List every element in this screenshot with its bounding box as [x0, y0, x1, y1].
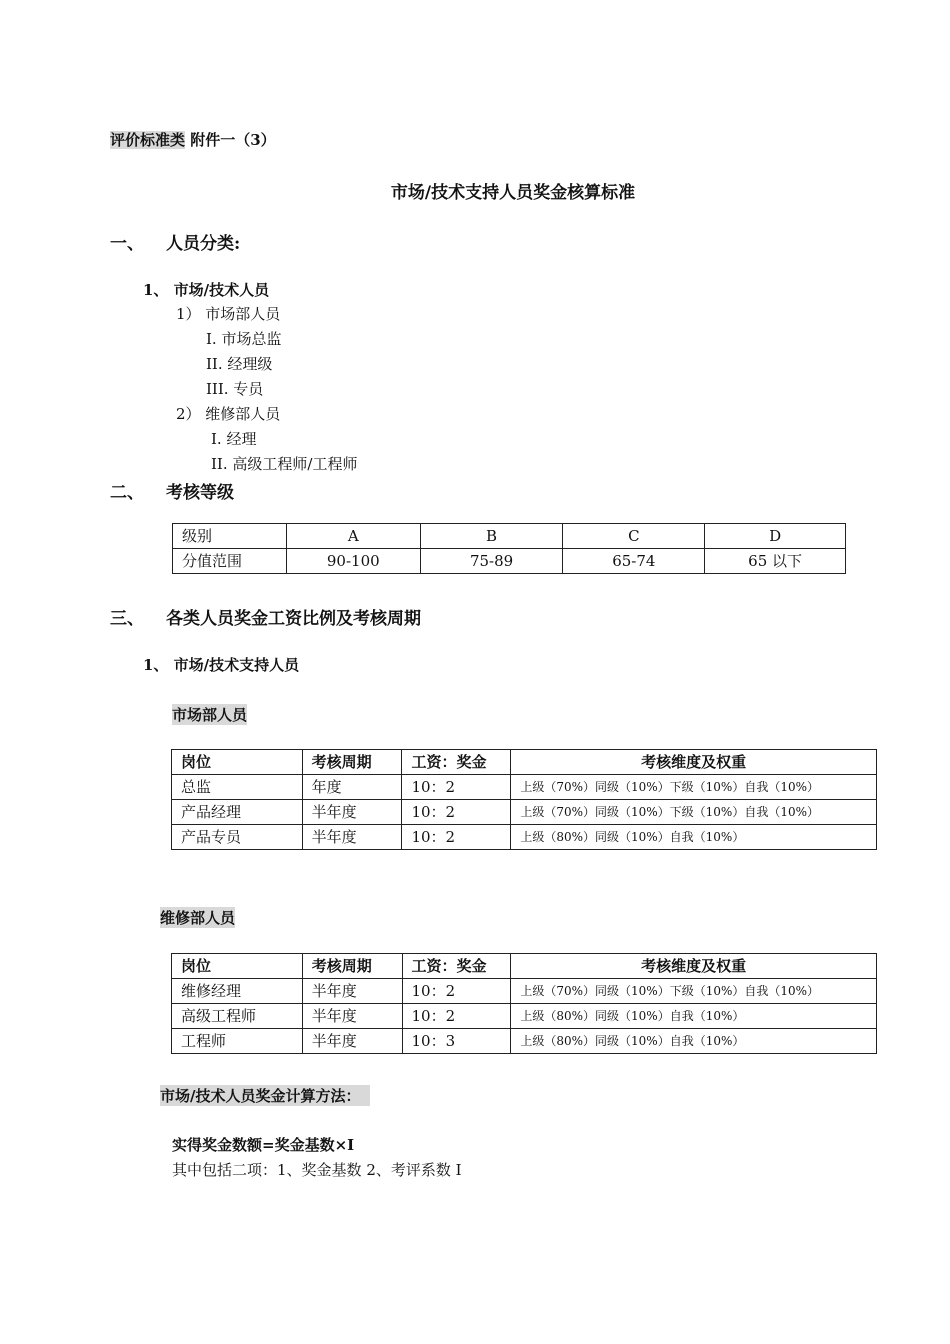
table-cell: B — [420, 524, 563, 549]
table-cell: 65 以下 — [705, 549, 846, 574]
table-cell: 年度 — [302, 775, 402, 800]
table-cell: 10：3 — [402, 1029, 511, 1054]
table-cell: 级别 — [173, 524, 287, 549]
table-cell: 高级工程师 — [172, 1004, 303, 1029]
table-cell: 岗位 — [172, 954, 303, 979]
table-cell: 考核维度及权重 — [511, 954, 877, 979]
table-cell: 10：2 — [402, 800, 511, 825]
table-cell: 上级（70%）同级（10%）下级（10%）自我（10%） — [511, 775, 877, 800]
table-cell: 75-89 — [420, 549, 563, 574]
group2-item: I. 经理 — [211, 430, 257, 448]
table-row — [173, 549, 846, 574]
table-cell: 总监 — [172, 775, 303, 800]
table-cell: 考核周期 — [302, 750, 402, 775]
group1-heading: 1） 市场部人员 — [176, 305, 281, 323]
table-cell: 产品专员 — [172, 825, 303, 850]
section3-heading: 各类人员奖金工资比例及考核周期 — [166, 609, 421, 629]
table-row — [172, 825, 877, 850]
table-cell: 10：2 — [402, 1004, 511, 1029]
table-cell: 工程师 — [172, 1029, 303, 1054]
section1-number: 一、 — [110, 234, 144, 254]
market-group-label: 市场部人员 — [172, 706, 248, 724]
section3-sub1: 1、 市场/技术支持人员 — [143, 656, 300, 674]
method-note: 其中包括二项：1、奖金基数 2、考评系数 I — [172, 1161, 462, 1179]
table-cell: 考核维度及权重 — [511, 750, 877, 775]
table-header-row — [173, 524, 846, 549]
section2-heading: 考核等级 — [166, 483, 234, 503]
table-cell: 工资：奖金 — [402, 750, 511, 775]
table-cell: 维修经理 — [172, 979, 303, 1004]
category-label: 评价标准类 — [110, 131, 186, 149]
table-row — [172, 979, 877, 1004]
table-cell: 上级（80%）同级（10%）自我（10%） — [511, 1029, 877, 1054]
method-label: 市场/技术人员奖金计算方法： — [160, 1085, 370, 1106]
table-cell: 65-74 — [563, 549, 705, 574]
table-cell: 10：2 — [402, 979, 511, 1004]
table-cell: C — [563, 524, 705, 549]
method-formula: 实得奖金数额=奖金基数×I — [172, 1136, 355, 1154]
table-cell: 半年度 — [302, 800, 402, 825]
group1-item: II. 经理级 — [206, 355, 273, 373]
table-cell: 半年度 — [302, 825, 402, 850]
document-header — [110, 129, 276, 150]
table-cell: 上级（70%）同级（10%）下级（10%）自我（10%） — [511, 800, 877, 825]
section1-sub1: 1、 市场/技术人员 — [143, 281, 270, 299]
table-cell: 岗位 — [172, 750, 303, 775]
table-header-row — [172, 750, 877, 775]
table-cell: 产品经理 — [172, 800, 303, 825]
table-cell: D — [705, 524, 846, 549]
page-title: 市场/技术支持人员奖金核算标准 — [390, 183, 636, 203]
repair-group-label: 维修部人员 — [160, 909, 236, 927]
table-cell: 分值范围 — [173, 549, 287, 574]
section2-number: 二、 — [110, 483, 144, 503]
repair-table — [171, 953, 877, 1054]
group2-item: II. 高级工程师/工程师 — [211, 455, 358, 473]
table-cell: 半年度 — [302, 1004, 402, 1029]
section1-heading: 人员分类: — [166, 234, 241, 254]
table-cell: 工资：奖金 — [402, 954, 511, 979]
group1-item: III. 专员 — [206, 380, 264, 398]
table-row — [172, 775, 877, 800]
market-table — [171, 749, 877, 850]
attachment-label: 附件一（3） — [185, 131, 276, 149]
table-cell: 10：2 — [402, 775, 511, 800]
table-row — [172, 800, 877, 825]
table-cell: 半年度 — [302, 979, 402, 1004]
grade-table — [172, 523, 846, 574]
table-cell: 上级（70%）同级（10%）下级（10%）自我（10%） — [511, 979, 877, 1004]
group2-heading: 2） 维修部人员 — [176, 405, 281, 423]
table-cell: 上级（80%）同级（10%）自我（10%） — [511, 825, 877, 850]
section3-number: 三、 — [110, 609, 144, 629]
table-cell: A — [286, 524, 420, 549]
table-cell: 上级（80%）同级（10%）自我（10%） — [511, 1004, 877, 1029]
table-row — [172, 1004, 877, 1029]
table-cell: 90-100 — [286, 549, 420, 574]
table-cell: 考核周期 — [302, 954, 402, 979]
table-cell: 10：2 — [402, 825, 511, 850]
group1-item: I. 市场总监 — [206, 330, 282, 348]
table-row — [172, 1029, 877, 1054]
table-header-row — [172, 954, 877, 979]
table-cell: 半年度 — [302, 1029, 402, 1054]
